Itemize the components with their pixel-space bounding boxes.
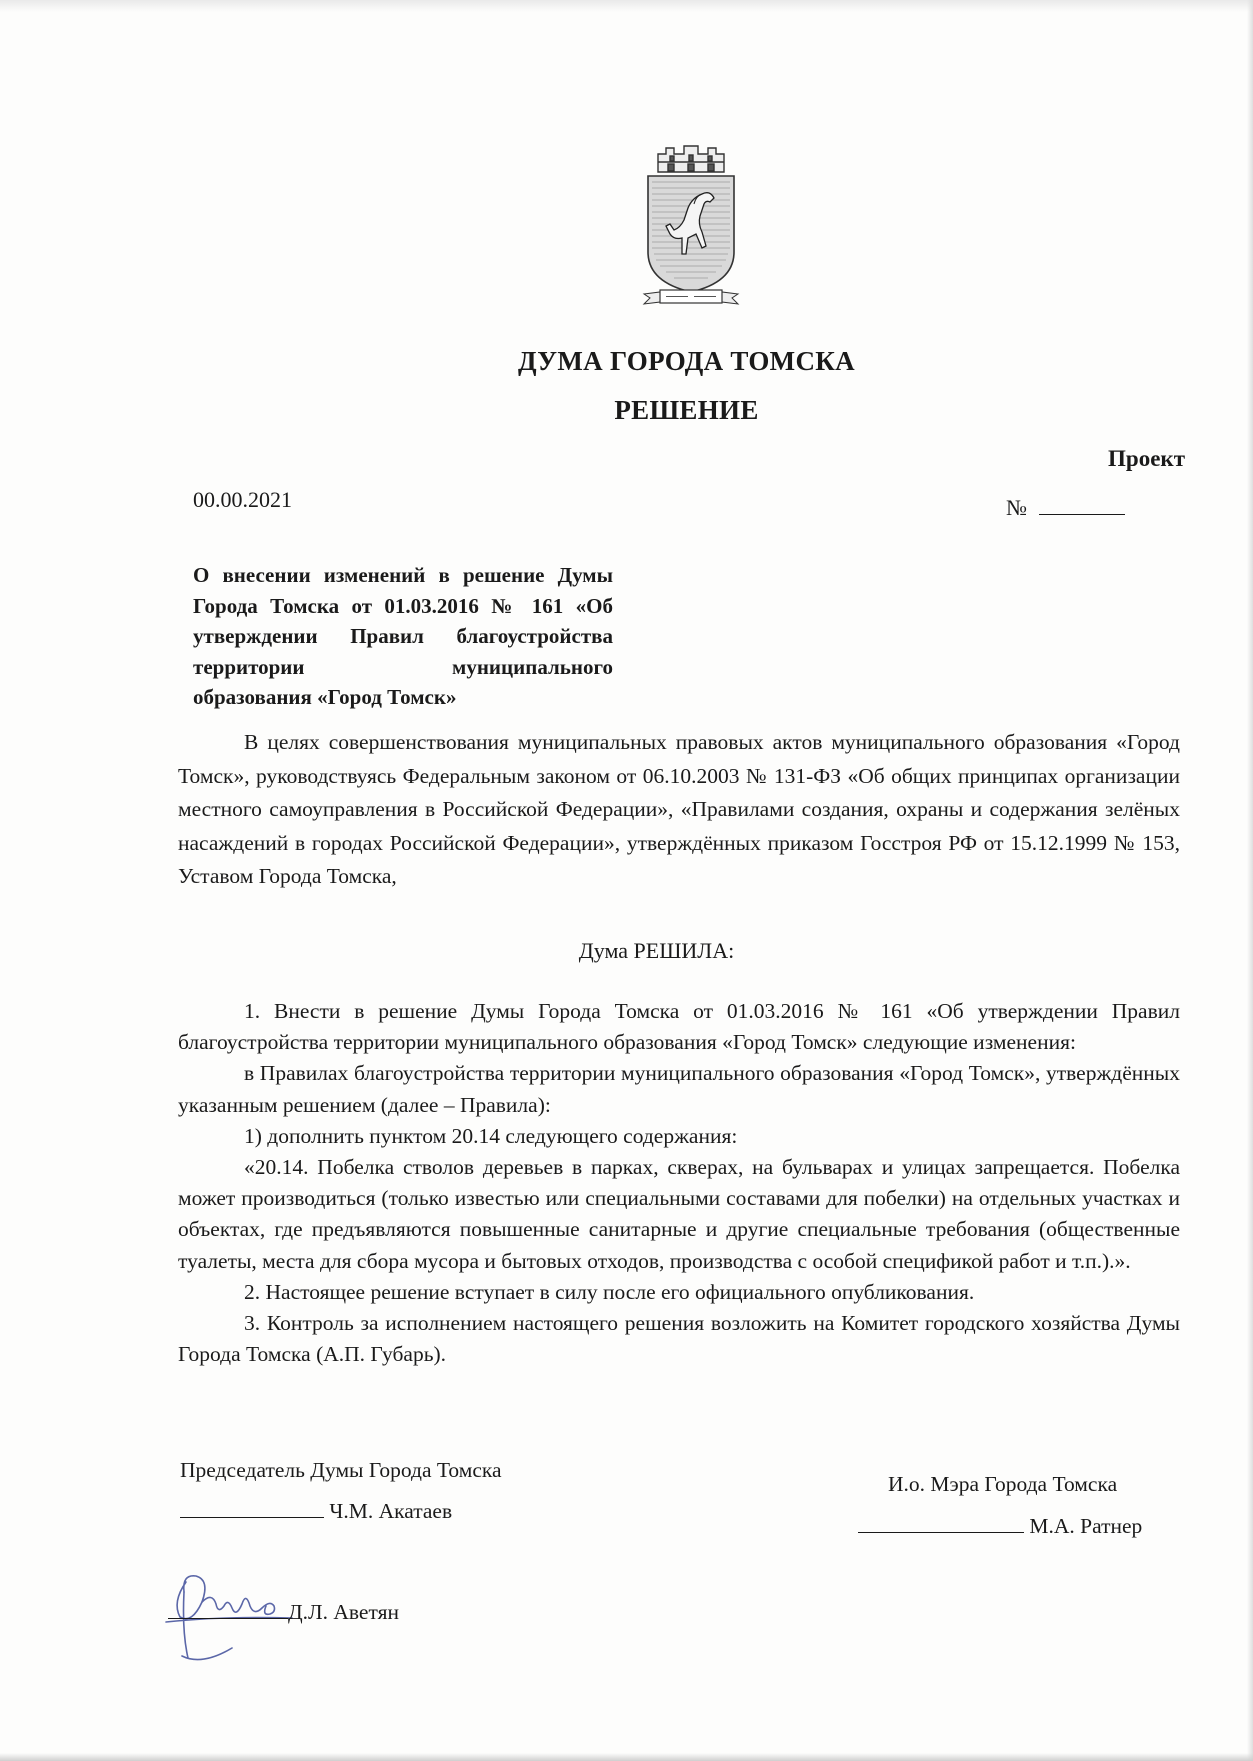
scan-edge-top <box>0 0 1253 12</box>
document-number <box>1006 495 1125 521</box>
decision-item: 3. Контроль за исполнением настоящего решения возложить на Комитет городского хозяйства Думы Города Томска (А.П. Губарь). <box>178 1311 1180 1367</box>
number-blank-line <box>1039 498 1125 515</box>
mayor-signature-line <box>858 1514 1142 1539</box>
title-line: территории муниципального <box>193 654 613 679</box>
mayor-title: И.о. Мэра Города Томска <box>888 1472 1118 1496</box>
decision-item: «20.14. Побелка стволов деревьев в парках, скверах, на бульварах и улицах запрещается. Побелка может производиться (только известью или специальными составами для побелки) на отдельных участках и объектах, где предъявляются повышенные санитарные и другие специальные требования (общественные туалеты, места для сбора мусора и бытовых отходов, производства с особой спецификой работ и т.п.).». <box>178 1155 1180 1273</box>
signature-blank-line <box>168 1600 288 1619</box>
title-line: Города Томска от 01.03.2016 № 161 «Об <box>193 593 613 618</box>
decision-title <box>193 560 613 713</box>
title-line: утверждении Правил благоустройства <box>193 624 613 648</box>
signature-blank-line <box>180 1499 324 1518</box>
document-date: 00.00.2021 <box>193 487 292 512</box>
preamble <box>178 726 1180 894</box>
decision-items <box>178 996 1180 1370</box>
draft-mark: Проект <box>1108 446 1185 471</box>
decision-item: в Правилах благоустройства территории муниципального образования «Город Томск», утверждённых указанным решением (далее – Правила): <box>178 1061 1180 1117</box>
document-type-heading: РЕШЕНИЕ <box>614 395 759 425</box>
title-line: образования «Город Томск» <box>193 685 457 709</box>
preamble-paragraph: В целях совершенствования муниципальных правовых актов муниципального образования «Город Томск», руководствуясь Федеральным законом от 06.10.2003 № 131-ФЗ «Об общих принципах организации местного самоуправления в Российской Федерации», «Правилами создания, охраны и содержания зелёных насаждений в городах Российской Федерации», утверждённых приказом Госстроя РФ от 15.12.1999 № 153, Уставом Города Томска, <box>178 730 1180 888</box>
decision-item: 1. Внести в решение Думы Города Томска от 01.03.2016 № 161 «Об утверждении Правил благоустройства территории муниципального образования «Город Томск» следующие изменения: <box>178 999 1180 1055</box>
chairman-name: Ч.М. Акатаев <box>329 1499 453 1523</box>
scan-edge-bottom <box>0 1753 1253 1761</box>
decided-heading: Дума РЕШИЛА: <box>578 938 735 963</box>
signature-blank-line <box>858 1514 1024 1533</box>
scan-edge-right <box>1247 0 1253 1761</box>
number-label: № <box>1006 495 1027 520</box>
decision-item: 2. Настоящее решение вступает в силу после его официального опубликования. <box>244 1279 975 1304</box>
coat-of-arms-icon <box>640 142 742 314</box>
third-signatory-name: Д.Л. Аветян <box>288 1600 399 1624</box>
third-signatory <box>168 1600 399 1625</box>
title-line: О внесении изменений в решение Думы <box>193 563 613 587</box>
decision-item: 1) дополнить пунктом 20.14 следующего содержания: <box>244 1123 738 1148</box>
body-name-heading: ДУМА ГОРОДА ТОМСКА <box>518 346 855 376</box>
chairman-signature-line <box>180 1499 452 1524</box>
chairman-title: Председатель Думы Города Томска <box>180 1458 502 1482</box>
mayor-name: М.А. Ратнер <box>1029 1514 1143 1538</box>
